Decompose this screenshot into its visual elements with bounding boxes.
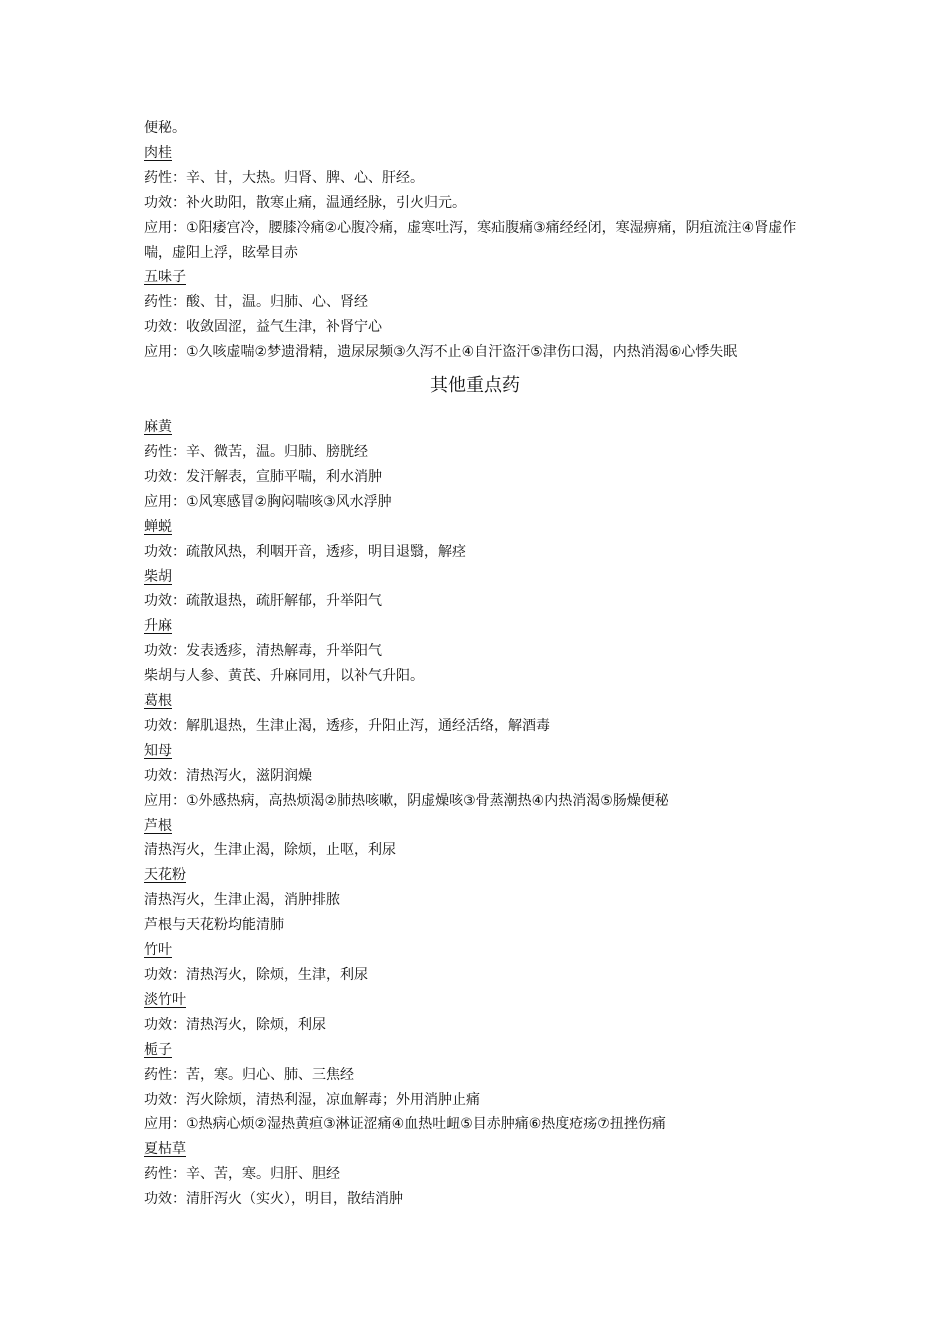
herb-title-zhimu: 知母 [144, 742, 172, 759]
herb-efficacy: 清热泻火，生津止渴，除烦，止呕，利尿 [144, 842, 396, 859]
herb-efficacy: 功效：补火助阳，散寒止痛，温通经脉，引火归元。 [144, 194, 466, 211]
herb-efficacy: 功效：收敛固涩，益气生津，补肾宁心 [144, 319, 382, 336]
herb-note: 芦根与天花粉均能清肺 [144, 917, 284, 934]
herb-efficacy: 功效：解肌退热，生津止渴，透疹，升阳止泻，通经活络，解酒毒 [144, 717, 550, 734]
herb-title-wuweizi: 五味子 [144, 269, 186, 286]
herb-application: 应用：①外感热病，高热烦渴②肺热咳嗽，阴虚燥咳③骨蒸潮热④内热消渴⑤肠燥便秘 [144, 792, 669, 809]
herb-title-tianhuafen: 天花粉 [144, 867, 186, 884]
herb-efficacy: 功效：疏散退热，疏肝解郁，升举阳气 [144, 593, 382, 610]
herb-efficacy: 功效：清热泻火，滋阴润燥 [144, 767, 312, 784]
document-content [144, 116, 824, 1212]
herb-title-zhizi: 栀子 [144, 1041, 172, 1058]
herb-efficacy: 功效：发表透疹，清热解毒，升举阳气 [144, 643, 382, 660]
herb-title-zhuye: 竹叶 [144, 942, 172, 959]
herb-title-shengma: 升麻 [144, 618, 172, 635]
herb-title-rougui: 肉桂 [144, 144, 172, 161]
herb-note: 柴胡与人参、黄芪、升麻同用，以补气升阳。 [144, 668, 424, 685]
herb-title-xiakucao: 夏枯草 [144, 1141, 186, 1158]
herb-title-chantui: 蝉蜕 [144, 518, 172, 535]
herb-application: 应用：①热病心烦②湿热黄疸③淋证涩痛④血热吐衄⑤目赤肿痛⑥热度疮疡⑦扭挫伤痛 [144, 1116, 666, 1133]
herb-title-lugen: 芦根 [144, 817, 172, 834]
herb-application: 应用：①久咳虚喘②梦遗滑精，遗尿尿频③久泻不止④自汗盗汗⑤津伤口渴，内热消渴⑥心悸失眠 [144, 344, 738, 361]
herb-property: 药性：苦，寒。归心、肺、三焦经 [144, 1066, 354, 1083]
herb-property: 药性：辛、微苦，温。归肺、膀胱经 [144, 443, 368, 460]
herb-efficacy: 功效：疏散风热，利咽开音，透疹，明目退翳，解痉 [144, 543, 466, 560]
herb-efficacy: 功效：泻火除烦，清热利湿，凉血解毒；外用消肿止痛 [144, 1091, 480, 1108]
herb-title-gegen: 葛根 [144, 693, 172, 710]
herb-property: 药性：辛、甘，大热。归肾、脾、心、肝经。 [144, 169, 424, 186]
herb-title-danzhuye: 淡竹叶 [144, 991, 186, 1008]
herb-efficacy: 功效：清热泻火，除烦，生津，利尿 [144, 967, 368, 983]
herb-efficacy: 功效：发汗解表，宣肺平喘，利水消肿 [144, 468, 382, 485]
herb-title-mahuang: 麻黄 [144, 419, 172, 436]
section-heading: 其他重点药 [430, 375, 520, 397]
herb-property: 药性：酸、甘，温。归肺、心、肾经 [144, 294, 368, 311]
herb-property: 药性：辛、苦，寒。归肝、胆经 [144, 1166, 340, 1183]
herb-application: 应用：①风寒感冒②胸闷喘咳③风水浮肿 [144, 493, 392, 510]
herb-efficacy: 清热泻火，生津止渴，消肿排脓 [144, 892, 340, 909]
herb-efficacy: 功效：清肝泻火（实火），明目，散结消肿 [144, 1191, 403, 1208]
herb-efficacy: 功效：清热泻火，除烦，利尿 [144, 1016, 326, 1033]
herb-application: 应用：①阳痿宫冷，腰膝冷痛②心腹冷痛，虚寒吐泻，寒疝腹痛③痛经经闭，寒湿痹痛，阴疽流注④肾虚作喘，虚阳上浮，眩晕目赤 [144, 219, 797, 261]
continuation-text: 便秘。 [144, 120, 186, 136]
herb-title-chaihu: 柴胡 [144, 568, 172, 585]
